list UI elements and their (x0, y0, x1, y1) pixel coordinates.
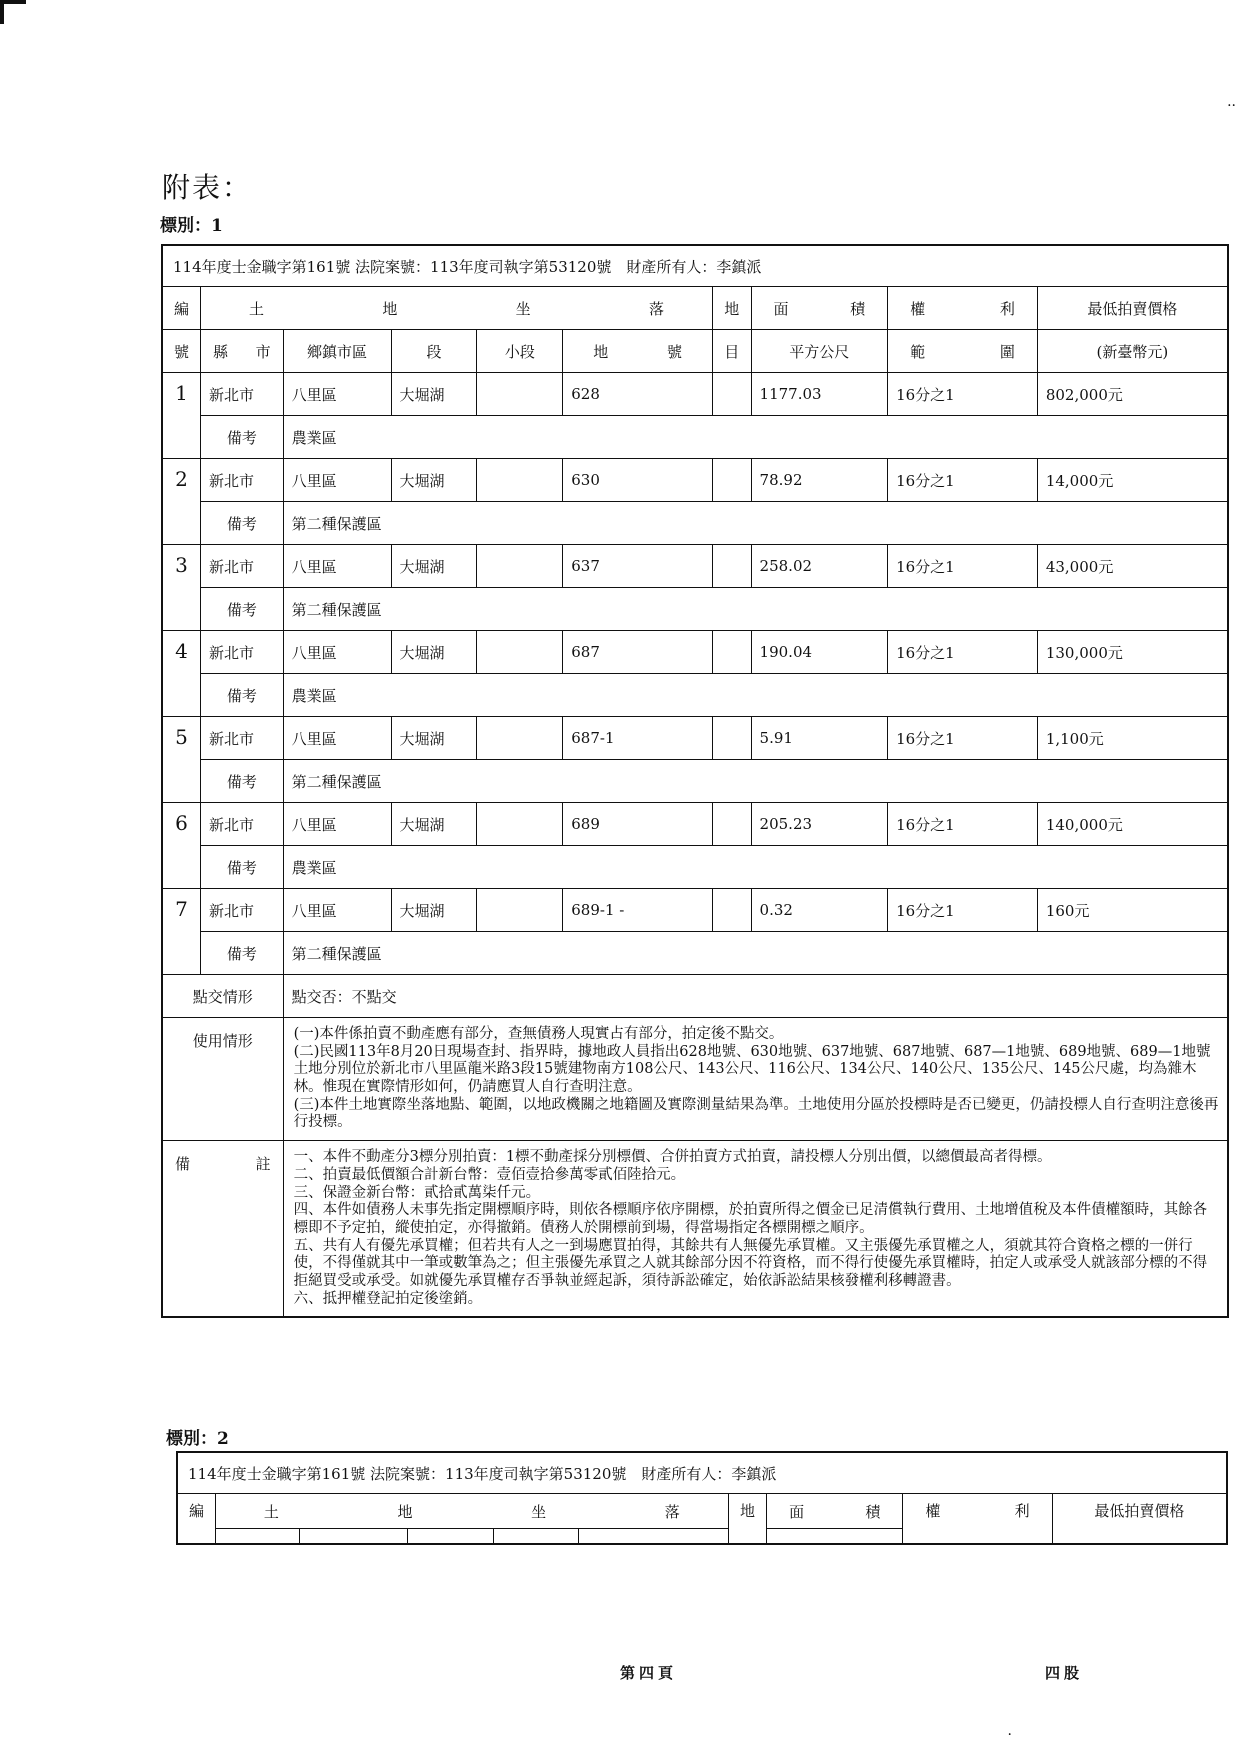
col-county-char: 縣 (213, 342, 229, 361)
col-price-top: 最低拍賣價格 (1052, 1494, 1227, 1545)
row-area: 1177.03 (751, 373, 888, 416)
remark-row (162, 760, 1228, 803)
remark-row (162, 932, 1228, 975)
col-rights-char: 範 (910, 342, 926, 361)
remark-label: 備考 (201, 846, 284, 889)
row-lot-number: 687-1 (563, 717, 713, 760)
row-area: 205.23 (751, 803, 888, 846)
usage-line: (三)本件土地實際坐落地點、範圍，以地政機關之地籍圖及實際測量結果為準。土地使用分區於投標時是否已變更，仍請投標人自行查明注意後再行投標。 (293, 1096, 1219, 1131)
row-price: 1,100元 (1037, 717, 1228, 760)
usage-text (283, 1018, 1228, 1141)
row-county: 新北市 (201, 545, 284, 588)
row-town: 八里區 (283, 717, 391, 760)
col-lot-number (563, 330, 713, 373)
row-section: 大堀湖 (391, 373, 477, 416)
remark-label: 備考 (201, 416, 284, 459)
row-section: 大堀湖 (391, 459, 477, 502)
col-county-char: 市 (255, 342, 271, 361)
col-number-bottom: 號 (162, 330, 201, 373)
empty-cell (300, 1529, 408, 1545)
row-subsection (477, 717, 563, 760)
usage-line: (二)民國113年8月20日現場查封、指界時，據地政人員指出628地號、630地號、637地號、687地號、687—1地號、689地號、689—1地號土地分別位於新北市八里區龍米路3段15號建物南方108公尺、143公尺、116公尺、134公尺、140公尺、135公尺、145公尺處，均為雜木林。惟現在實際情形如何，仍請應買人自行查明注意。 (293, 1043, 1211, 1096)
row-category (713, 631, 752, 674)
row-subsection (477, 459, 563, 502)
remark-text: 農業區 (283, 416, 1228, 459)
remark-text: 農業區 (283, 674, 1228, 717)
row-subsection (477, 545, 563, 588)
notes-line: 六、抵押權登記拍定後塗銷。 (293, 1290, 483, 1307)
col-number-top: 編 (162, 287, 201, 330)
scan-speck: · (1007, 1727, 1012, 1743)
usage-label: 使用情形 (162, 1018, 283, 1141)
table-row (162, 545, 1228, 588)
remark-row (162, 846, 1228, 889)
page-title: 附表： (162, 171, 253, 204)
row-area: 190.04 (751, 631, 888, 674)
col-area-bottom: 平方公尺 (751, 330, 888, 373)
row-price: 14,000元 (1037, 459, 1228, 502)
col-rights-char: 權 (910, 299, 926, 318)
col-location-char: 土 (263, 1502, 279, 1521)
col-location-char: 地 (382, 299, 398, 318)
row-county: 新北市 (201, 631, 284, 674)
col-location-char: 坐 (531, 1502, 547, 1521)
col-price-bottom: (新臺幣元) (1037, 330, 1228, 373)
remark-row (162, 416, 1228, 459)
row-lot-number: 689 (563, 803, 713, 846)
col-location (215, 1494, 728, 1529)
row-rights: 16分之1 (888, 459, 1038, 502)
notes-line: 一、本件不動產分3標分別拍賣：1標不動產採分別標價、合併拍賣方式拍賣，請投標人分別出價，以總價最高者得標。 (293, 1149, 1052, 1166)
remark-row (162, 674, 1228, 717)
col-category-top: 地 (713, 287, 752, 330)
col-lot-char: 地 (593, 342, 609, 361)
col-location-char: 落 (664, 1502, 680, 1521)
row-section: 大堀湖 (391, 803, 477, 846)
row-lot-number: 630 (563, 459, 713, 502)
lot-label: 標別：1 (160, 216, 223, 236)
remark-label: 備考 (201, 760, 284, 803)
empty-cell (767, 1529, 903, 1545)
handover-text: 點交否：不點交 (283, 975, 1228, 1018)
remark-text: 農業區 (283, 846, 1228, 889)
row-price: 43,000元 (1037, 545, 1228, 588)
row-category (713, 889, 752, 932)
row-subsection (477, 631, 563, 674)
row-town: 八里區 (283, 803, 391, 846)
page-number: 第四頁 (620, 1664, 678, 1682)
scan-speck: ·· (1227, 98, 1236, 114)
row-section: 大堀湖 (391, 545, 477, 588)
row-county: 新北市 (201, 373, 284, 416)
row-subsection (477, 803, 563, 846)
row-subsection (477, 373, 563, 416)
col-rights-char: 圍 (999, 342, 1015, 361)
col-town: 鄉鎮市區 (283, 330, 391, 373)
table-row (162, 803, 1228, 846)
row-area: 78.92 (751, 459, 888, 502)
lot-label: 標別：2 (166, 1429, 229, 1449)
col-location-char: 坐 (515, 299, 531, 318)
row-lot-number: 637 (563, 545, 713, 588)
row-section: 大堀湖 (391, 889, 477, 932)
notes-label-char: 註 (255, 1155, 271, 1174)
usage-line: (一)本件係拍賣不動產應有部分，查無債務人現實占有部分，拍定後不點交。 (293, 1026, 784, 1042)
table-row (162, 459, 1228, 502)
col-category-top: 地 (728, 1494, 766, 1545)
row-category (713, 459, 752, 502)
notes-text (283, 1141, 1228, 1318)
row-area: 258.02 (751, 545, 888, 588)
col-lot-char: 號 (667, 342, 683, 361)
row-rights: 16分之1 (888, 889, 1038, 932)
col-subsection: 小段 (477, 330, 563, 373)
row-county: 新北市 (201, 889, 284, 932)
row-lot-number: 628 (563, 373, 713, 416)
row-rights: 16分之1 (888, 373, 1038, 416)
row-town: 八里區 (283, 631, 391, 674)
table-row (162, 717, 1228, 760)
col-area-char: 積 (850, 299, 866, 318)
lot-table (176, 1451, 1228, 1545)
empty-cell (579, 1529, 728, 1545)
row-category (713, 803, 752, 846)
col-rights-top (888, 287, 1038, 330)
col-area-top (751, 287, 888, 330)
scan-corner-mark (0, 0, 26, 24)
col-county (201, 330, 284, 373)
col-area-top (767, 1494, 903, 1529)
row-rights: 16分之1 (888, 545, 1038, 588)
empty-cell (215, 1529, 300, 1545)
remark-row (162, 502, 1228, 545)
notes-label-char: 備 (175, 1155, 191, 1174)
row-area: 5.91 (751, 717, 888, 760)
col-location-char: 落 (648, 299, 664, 318)
row-number: 7 (162, 889, 201, 975)
row-number: 6 (162, 803, 201, 889)
col-area-char: 面 (789, 1502, 805, 1521)
notes-line: 四、本件如債務人未事先指定開標順序時，則依各標順序依序開標，於拍賣所得之價金已足清償執行費用、土地增值稅及本件債權額時，其餘各標即不予定拍，縱使拍定，亦得撤銷。債務人於開標前到場，得當場指定各標開標之順序。 (293, 1202, 1208, 1236)
empty-cell (493, 1529, 579, 1545)
remark-text: 第二種保護區 (283, 932, 1228, 975)
row-lot-number: 689-1 - (563, 889, 713, 932)
row-section: 大堀湖 (391, 631, 477, 674)
col-rights-top (903, 1494, 1052, 1545)
row-town: 八里區 (283, 373, 391, 416)
row-county: 新北市 (201, 459, 284, 502)
col-price-top: 最低拍賣價格 (1037, 287, 1228, 330)
col-number-top: 編 (177, 1494, 215, 1545)
row-lot-number: 687 (563, 631, 713, 674)
col-category-bottom: 目 (713, 330, 752, 373)
row-price: 802,000元 (1037, 373, 1228, 416)
row-price: 140,000元 (1037, 803, 1228, 846)
notes-label (162, 1141, 283, 1318)
table-row (162, 889, 1228, 932)
remark-text: 第二種保護區 (283, 502, 1228, 545)
case-header: 114年度士金職字第161號 法院案號：113年度司執字第53120號 財產所有人：李鎮派 (177, 1452, 1227, 1494)
col-rights-char: 利 (1014, 1502, 1030, 1520)
remark-text: 第二種保護區 (283, 588, 1228, 631)
empty-cell (408, 1529, 494, 1545)
table-row (162, 373, 1228, 416)
remark-label: 備考 (201, 588, 284, 631)
row-price: 160元 (1037, 889, 1228, 932)
col-rights-char: 利 (999, 299, 1015, 318)
col-location-char: 土 (249, 299, 265, 318)
row-subsection (477, 889, 563, 932)
row-category (713, 545, 752, 588)
row-rights: 16分之1 (888, 631, 1038, 674)
row-number: 2 (162, 459, 201, 545)
remark-row (162, 588, 1228, 631)
remark-text: 第二種保護區 (283, 760, 1228, 803)
row-section: 大堀湖 (391, 717, 477, 760)
row-number: 3 (162, 545, 201, 631)
notes-line: 三、保證金新台幣：貳拾貳萬柒仟元。 (293, 1184, 541, 1201)
notes-line: 五、共有人有優先承買權；但若共有人之一到場應買拍得，其餘共有人無優先承買權。又主張優先承買權之人，須就其符合資格之標的一併行使，不得僅就其中一筆或數筆為之；但主張優先承買之人就其餘部分因不符資格，而不得行使優先承買權時，拍定人或承受人就該部分標的不得拒絕買受或承受。如就優先承買權存否爭執並經起訴，須待訴訟確定，始依訴訟結果核發權利移轉證書。 (293, 1237, 1208, 1289)
row-number: 4 (162, 631, 201, 717)
row-category (713, 717, 752, 760)
row-rights: 16分之1 (888, 717, 1038, 760)
lot-table (161, 244, 1229, 1318)
row-price: 130,000元 (1037, 631, 1228, 674)
case-header: 114年度士金職字第161號 法院案號：113年度司執字第53120號 財產所有人：李鎮派 (162, 245, 1228, 287)
row-county: 新北市 (201, 717, 284, 760)
row-area: 0.32 (751, 889, 888, 932)
remark-label: 備考 (201, 502, 284, 545)
row-town: 八里區 (283, 459, 391, 502)
col-location-char: 地 (397, 1502, 413, 1521)
col-location (201, 287, 713, 330)
remark-label: 備考 (201, 932, 284, 975)
col-rights-bottom (888, 330, 1038, 373)
remark-label: 備考 (201, 674, 284, 717)
row-rights: 16分之1 (888, 803, 1038, 846)
section-label: 四股 (1045, 1664, 1084, 1682)
col-rights-char: 權 (925, 1502, 941, 1520)
col-section: 段 (391, 330, 477, 373)
col-area-char: 面 (773, 299, 789, 318)
row-town: 八里區 (283, 545, 391, 588)
col-area-char: 積 (865, 1502, 881, 1521)
notes-line: 二、拍賣最低價額合計新台幣：壹佰壹拾參萬零貳佰陸拾元。 (293, 1166, 686, 1183)
row-county: 新北市 (201, 803, 284, 846)
handover-label: 點交情形 (162, 975, 283, 1018)
row-town: 八里區 (283, 889, 391, 932)
row-number: 1 (162, 373, 201, 459)
row-category (713, 373, 752, 416)
table-row (162, 631, 1228, 674)
row-number: 5 (162, 717, 201, 803)
